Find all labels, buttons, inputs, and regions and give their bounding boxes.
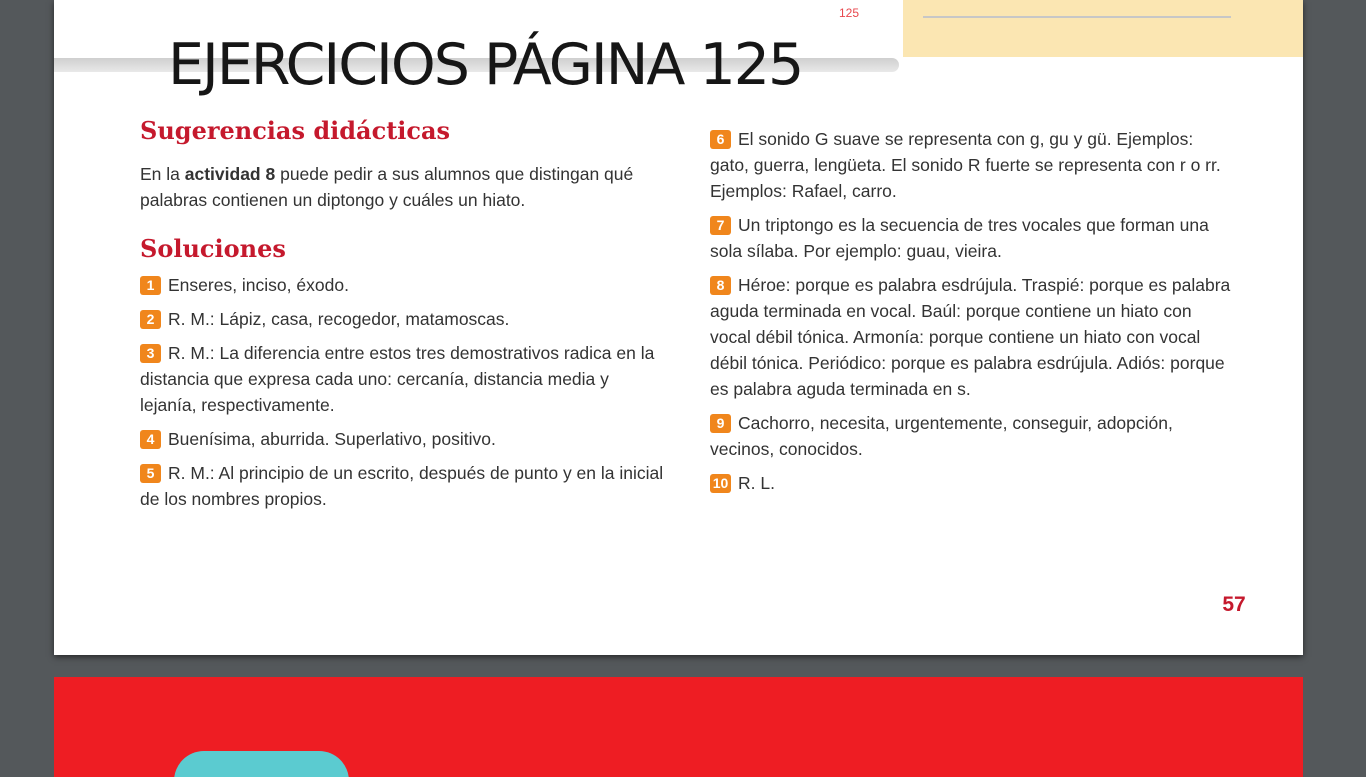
solution-text: Enseres, inciso, éxodo. — [168, 275, 349, 295]
suggestions-text-end: puede pedir a sus alumnos que distingan qué palabras contienen un diptongo y cuáles un hiato. — [140, 164, 634, 210]
solution-item-8 — [710, 272, 1235, 402]
book-page-number-top: 125 — [838, 6, 860, 20]
right-column — [710, 126, 1235, 504]
solution-number-badge: 9 — [710, 414, 731, 433]
suggestions-activity-ref: actividad 8 — [184, 164, 276, 184]
left-column — [140, 118, 665, 520]
solution-number-badge: 4 — [140, 430, 161, 449]
suggestions-text-start: En la — [140, 164, 185, 184]
solution-text: El sonido G suave se representa con g, gu y gü. Ejemplos: gato, guerra, lengüeta. El sonido R fuerte se representa con r o rr. Ejemplos: Rafael, carro. — [710, 129, 1221, 201]
solution-text: R. M.: La diferencia entre estos tres demostrativos radica en la distancia que expresa cada uno: cercanía, distancia media y lejanía, respectivamente. — [140, 343, 655, 415]
solution-item-5 — [140, 460, 665, 512]
solution-text: Buenísima, aburrida. Superlativo, positivo. — [168, 429, 496, 449]
book-page-number-bottom: 57 — [1222, 593, 1246, 616]
solution-number-badge: 10 — [710, 474, 731, 493]
teal-decorative-shape — [174, 751, 349, 777]
header-highlight-box — [903, 0, 1303, 57]
solution-item-4 — [140, 426, 665, 452]
header-rule — [923, 16, 1231, 18]
solution-item-7 — [710, 212, 1235, 264]
solution-item-10 — [710, 470, 1235, 496]
solution-number-badge: 8 — [710, 276, 731, 295]
solution-text: Cachorro, necesita, urgentemente, conseguir, adopción, vecinos, conocidos. — [710, 413, 1173, 459]
solution-text: R. L. — [738, 473, 775, 493]
solution-number-badge: 7 — [710, 216, 731, 235]
solution-text: Un triptongo es la secuencia de tres vocales que forman una sola sílaba. Por ejemplo: guau, vieira. — [710, 215, 1209, 261]
solution-item-2 — [140, 306, 665, 332]
solution-number-badge: 5 — [140, 464, 161, 483]
next-slide-preview — [54, 677, 1303, 777]
solution-item-1 — [140, 272, 665, 298]
solution-item-3 — [140, 340, 665, 418]
suggestions-paragraph — [140, 161, 665, 213]
slide-title: EJERCICIOS PÁGINA 125 — [168, 32, 803, 98]
document-page — [54, 0, 1303, 655]
solutions-heading: Soluciones — [140, 234, 286, 263]
solution-item-9 — [710, 410, 1235, 462]
solution-text: R. M.: Lápiz, casa, recogedor, matamoscas. — [168, 309, 510, 329]
solution-number-badge: 1 — [140, 276, 161, 295]
solution-number-badge: 6 — [710, 130, 731, 149]
solution-text: Héroe: porque es palabra esdrújula. Traspié: porque es palabra aguda terminada en vocal. Baúl: porque contiene un hiato con vocal débil tónica. Armonía: porque contiene un hiato con vocal débil tónica. Periódico: porque es palabra esdrújula. Adiós: porque es palabra aguda terminada en s. — [710, 275, 1231, 399]
solution-item-6 — [710, 126, 1235, 204]
solution-number-badge: 3 — [140, 344, 161, 363]
solution-number-badge: 2 — [140, 310, 161, 329]
solution-text: R. M.: Al principio de un escrito, después de punto y en la inicial de los nombres propios. — [140, 463, 664, 509]
suggestions-heading: Sugerencias didácticas — [140, 116, 451, 145]
